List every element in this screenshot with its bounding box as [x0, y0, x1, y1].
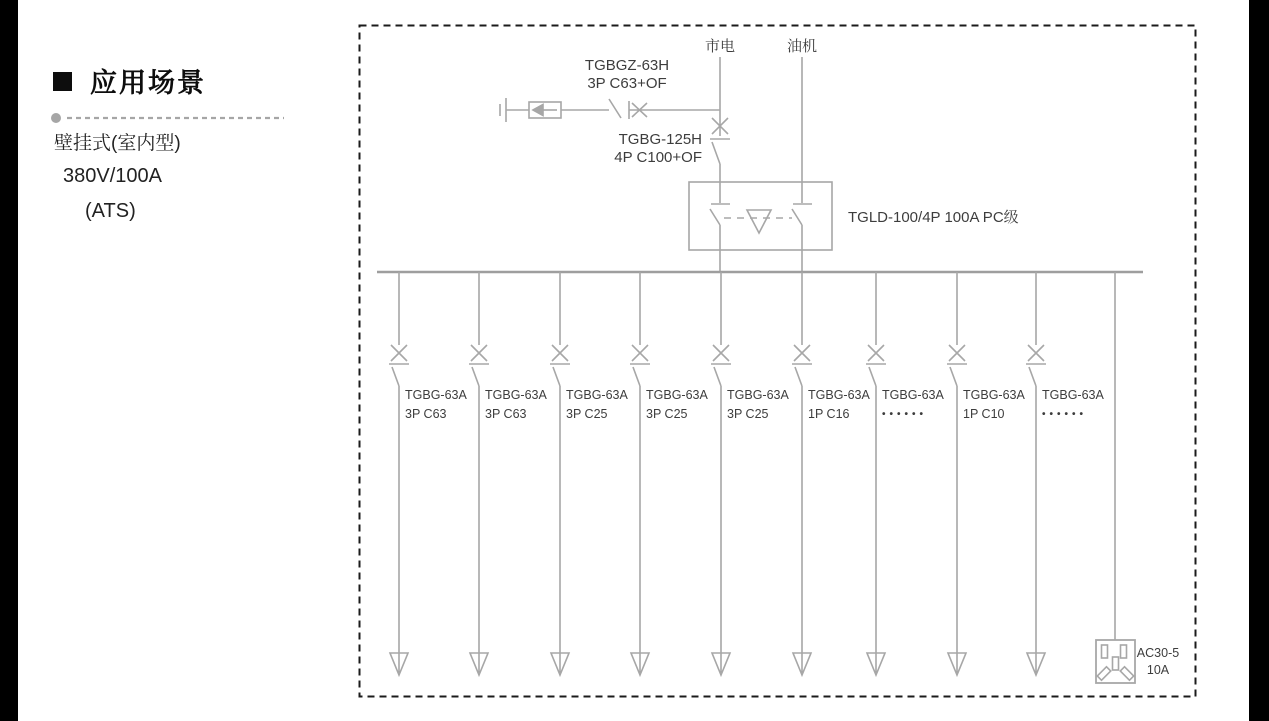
branch-label [646, 386, 708, 424]
main-breaker-spec: 4P C100+OF [614, 149, 702, 166]
panel-line-rating: 380V/100A [63, 165, 162, 187]
mains-source-label: 市电 [704, 38, 736, 55]
socket-label [1134, 645, 1182, 679]
branch-label [566, 386, 628, 424]
branch-breaker-circuit [792, 272, 812, 675]
branch-breaker-circuit [711, 272, 731, 675]
branch-label [882, 386, 944, 424]
branch-breaker-circuit [1026, 272, 1046, 675]
branch-breaker-circuit [469, 272, 489, 675]
branch-spec: 3P C25 [727, 407, 769, 421]
heading-bullet-icon [53, 72, 72, 91]
surge-protector-label [585, 57, 669, 93]
branch-breaker-circuit [947, 272, 967, 675]
socket-rating: 10A [1146, 663, 1170, 677]
ats-symbol [689, 182, 832, 272]
branch-circuits [389, 272, 1046, 675]
branch-model: TGBG-63A [727, 388, 789, 402]
branch-model: TGBG-63A [963, 388, 1025, 402]
branch-breaker-circuit [389, 272, 409, 675]
transfer-switch-label: TGLD-100/4P 100A PC级 [848, 209, 1019, 226]
socket-circuit [1096, 272, 1135, 683]
branch-model: TGBG-63A [1042, 388, 1104, 402]
branch-spec: 3P C63 [405, 407, 447, 421]
branch-label [405, 386, 467, 424]
panel-separator [51, 113, 284, 123]
panel-line-ats: (ATS) [85, 200, 136, 222]
spd-arrow-icon [533, 105, 543, 116]
branch-model: TGBG-63A [646, 388, 708, 402]
ground-icon [500, 98, 506, 122]
generator-source-label: 油机 [786, 38, 818, 55]
branch-spec: •••••• [1042, 409, 1088, 420]
socket-icon [1096, 640, 1135, 683]
branch-breaker-circuit [630, 272, 650, 675]
branch-label [727, 386, 789, 424]
branch-model: TGBG-63A [566, 388, 628, 402]
page-title: 应用场景 [90, 68, 206, 98]
surge-protector-circuit [500, 98, 720, 122]
interlock-triangle-icon [747, 210, 771, 233]
branch-spec: 3P C63 [485, 407, 527, 421]
main-breaker-model: TGBG-125H [618, 131, 702, 148]
branch-breaker-circuit [866, 272, 886, 675]
branch-label [808, 386, 870, 424]
mains-feed-line [710, 57, 730, 182]
branch-spec: 3P C25 [646, 407, 688, 421]
branch-model: TGBG-63A [808, 388, 870, 402]
branch-breaker-circuit [550, 272, 570, 675]
socket-model: AC30-5 [1136, 646, 1180, 660]
branch-spec: •••••• [882, 409, 928, 420]
branch-label [1042, 386, 1104, 424]
branch-model: TGBG-63A [882, 388, 944, 402]
surge-protector-spec: 3P C63+OF [587, 75, 667, 92]
main-breaker-label [560, 131, 702, 167]
separator-dot [51, 113, 61, 123]
diagram-border [360, 26, 1196, 697]
branch-label [485, 386, 547, 424]
branch-label [963, 386, 1025, 424]
branch-spec: 3P C25 [566, 407, 608, 421]
branch-model: TGBG-63A [485, 388, 547, 402]
branch-spec: 1P C16 [808, 407, 850, 421]
branch-spec: 1P C10 [963, 407, 1005, 421]
panel-line-mounting: 壁挂式(室内型) [54, 133, 181, 154]
branch-model: TGBG-63A [405, 388, 467, 402]
surge-protector-model: TGBGZ-63H [584, 57, 670, 74]
